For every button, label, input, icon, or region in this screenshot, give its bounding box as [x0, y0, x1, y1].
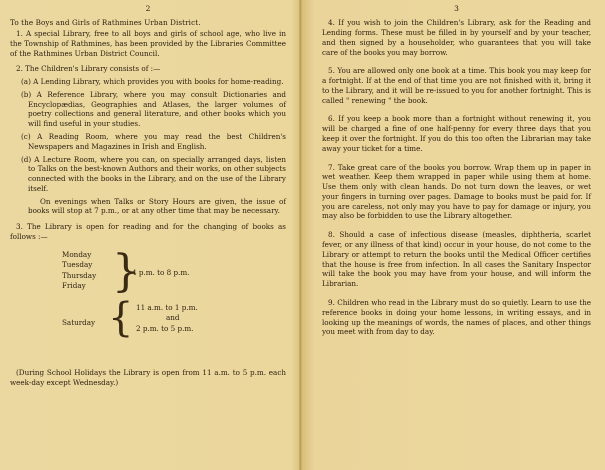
page-number: 3 [454, 4, 459, 13]
rule-5: 5. You are allowed only one book at a time. This book you may keep for a fortnight. If at the end of that time you are not finished with it, bring it to the Library, and it will be re-issued to you for another fortnight. This is called " renewing " the book. [322, 66, 591, 105]
day-label: Friday [62, 281, 86, 291]
holidays-note: (During School Holidays the Library is open from 11 a.m. to 5 p.m. each week-day except Wednesday.) [10, 367, 286, 387]
weekday-list [62, 250, 96, 292]
day-label: Monday [62, 249, 92, 259]
saturday-afternoon: 2 p.m. to 5 p.m. [136, 323, 194, 333]
day-label: Thursday [62, 270, 97, 280]
rule-1: 1. A special Library, free to all boys and girls of school age, who live in the Township of Rathmines, has been provided by the Libraries Committee of the Rathmines Urban District Council. [10, 28, 286, 58]
item-b-reference: (b) A Reference Library, where you may consult Dictionaries and Encyclopædias, Geographies and Atlases, the larger volumes of poetry collections and general literature, and other books which you will find useful in your studies. [21, 89, 286, 129]
weekday-hours: 4 p.m. to 8 p.m. [132, 267, 190, 277]
rule-2: 2. The Children's Library consists of :— [16, 64, 161, 74]
rule-7: 7. Take great care of the books you borrow. Wrap them up in paper in wet weather. Keep them wrapped in paper while using them at home. Use them only with clean hands. Do not turn down the leaves, or wet your fingers in turning over pages. Damage to books must be paid for. If you are careless, not only may you have to pay for damage or injury, you may also be forbidden to use the Library altogether. [322, 162, 591, 221]
rule-4: 4. If you wish to join the Children's Library, ask for the Reading and Lending forms. These must be filled in by yourself and by your teacher, and then signed by a householder, who guarantees that you will take care of the books you may borrow. [322, 18, 591, 57]
page-right [302, 0, 605, 470]
item-d-lecture-room: (d) A Lecture Room, where you can, on specially arranged days, listen to Talks on the best-known Authors and their works, on other subjects connected with the books in the Library, and on the use of the Library itself. [21, 154, 286, 193]
saturday-brace: { [108, 294, 134, 341]
evenings-note: On evenings when Talks or Story Hours are given, the issue of books will stop at 7 p.m., or at any other time that may be necessary. [28, 196, 286, 216]
opening-hours-schedule [32, 246, 286, 366]
saturday-label: Saturday [62, 317, 96, 327]
rule-6: 6. If you keep a book more than a fortnight without renewing it, you will be charged a fine of one half-penny for every three days that you keep it over the fortnight. If you do this too often the Librarian may take away your ticket for a time. [322, 114, 591, 153]
saturday-morning: 11 a.m. to 1 p.m. [136, 302, 198, 312]
page-left [0, 0, 300, 470]
page-number: 2 [145, 4, 151, 13]
rule-8: 8. Should a case of infectious disease (measles, diphtheria, scarlet fever, or any illness of that kind) occur in your house, do not come to the Library or attempt to return the books until the Medical Officer certifies that the house is free from infection. In all cases the Sanitary Inspector will take the book you may have from your house, and will inform the Librarian. [322, 230, 591, 289]
page-heading: To the Boys and Girls of Rathmines Urban District. [10, 18, 201, 28]
rule-9: 9. Children who read in the Library must do so quietly. Learn to use the reference books in doing your home lessons, in writing essays, and in looking up the meanings of words, the names of places, and other things you meet with from day to day. [322, 297, 591, 337]
saturday-hours [136, 303, 198, 334]
weekday-brace: } [112, 245, 140, 297]
saturday-and: and [166, 313, 180, 323]
item-a-lending: (a) A Lending Library, which provides you with books for home-reading. [21, 77, 284, 87]
rule-3: 3. The Library is open for reading and for the changing of books as follows :— [10, 222, 286, 242]
day-label: Tuesday [62, 260, 93, 270]
item-c-reading-room: (c) A Reading Room, where you may read the best Children's Newspapers and Magazines in Irish and English. [21, 132, 286, 151]
